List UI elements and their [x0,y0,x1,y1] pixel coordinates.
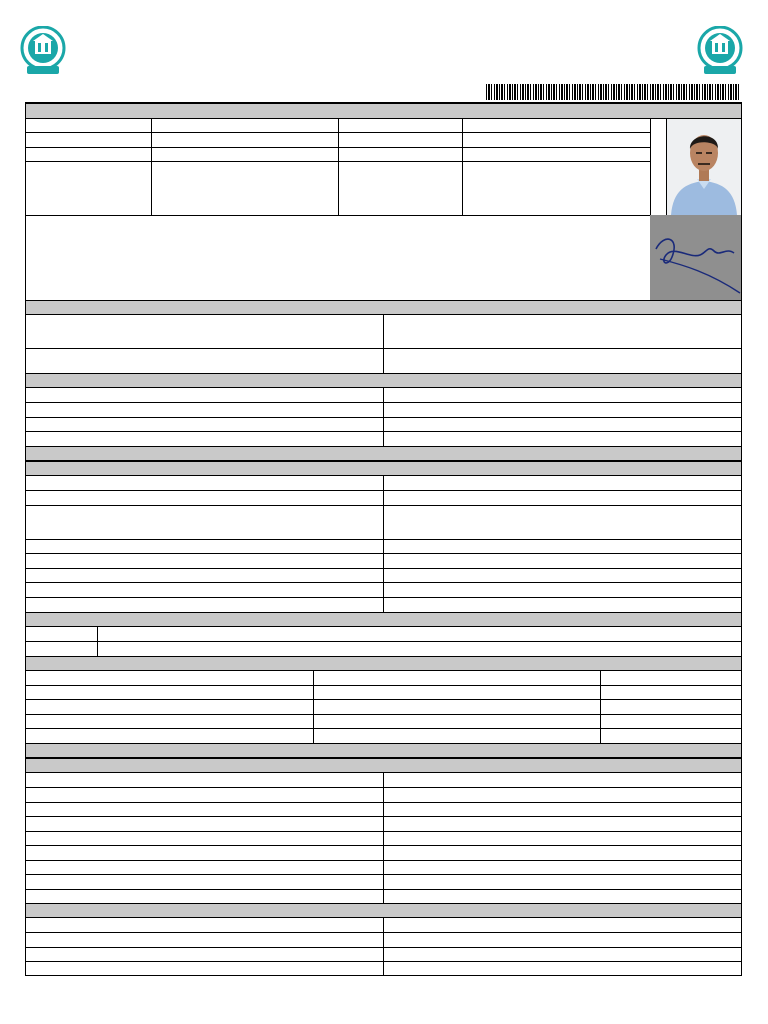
section-band-personal [26,103,741,119]
col-divider [462,119,463,215]
section-band-2 [26,300,741,315]
col-divider [338,119,339,215]
section-band-7 [26,743,741,758]
applicant-photo [667,119,741,215]
section-band-6 [26,656,741,671]
applicant-signature [650,215,741,300]
col-divider [383,315,384,373]
section-band-5 [26,612,741,627]
col-divider [151,119,152,215]
section-band-4b [26,461,741,476]
row-divider [26,685,741,686]
row-divider [26,714,741,715]
row-divider [26,699,741,700]
col-divider [383,918,384,975]
row-divider [26,728,741,729]
col-divider [313,671,314,743]
col-divider [600,671,601,743]
section-band-3 [26,373,741,388]
emblem-logo-left-icon [19,26,67,78]
emblem-logo-right-icon [696,26,744,78]
row-divider [26,641,741,642]
section-band-7b [26,758,741,773]
col-divider [383,773,384,903]
section-band-8 [26,903,741,918]
row-divider [26,215,650,216]
barcode-icon [486,84,741,100]
col-divider [383,476,384,612]
col-divider [383,388,384,446]
admit-form-sheet [25,102,742,976]
section-band-4 [26,446,741,461]
col-divider [97,627,98,656]
